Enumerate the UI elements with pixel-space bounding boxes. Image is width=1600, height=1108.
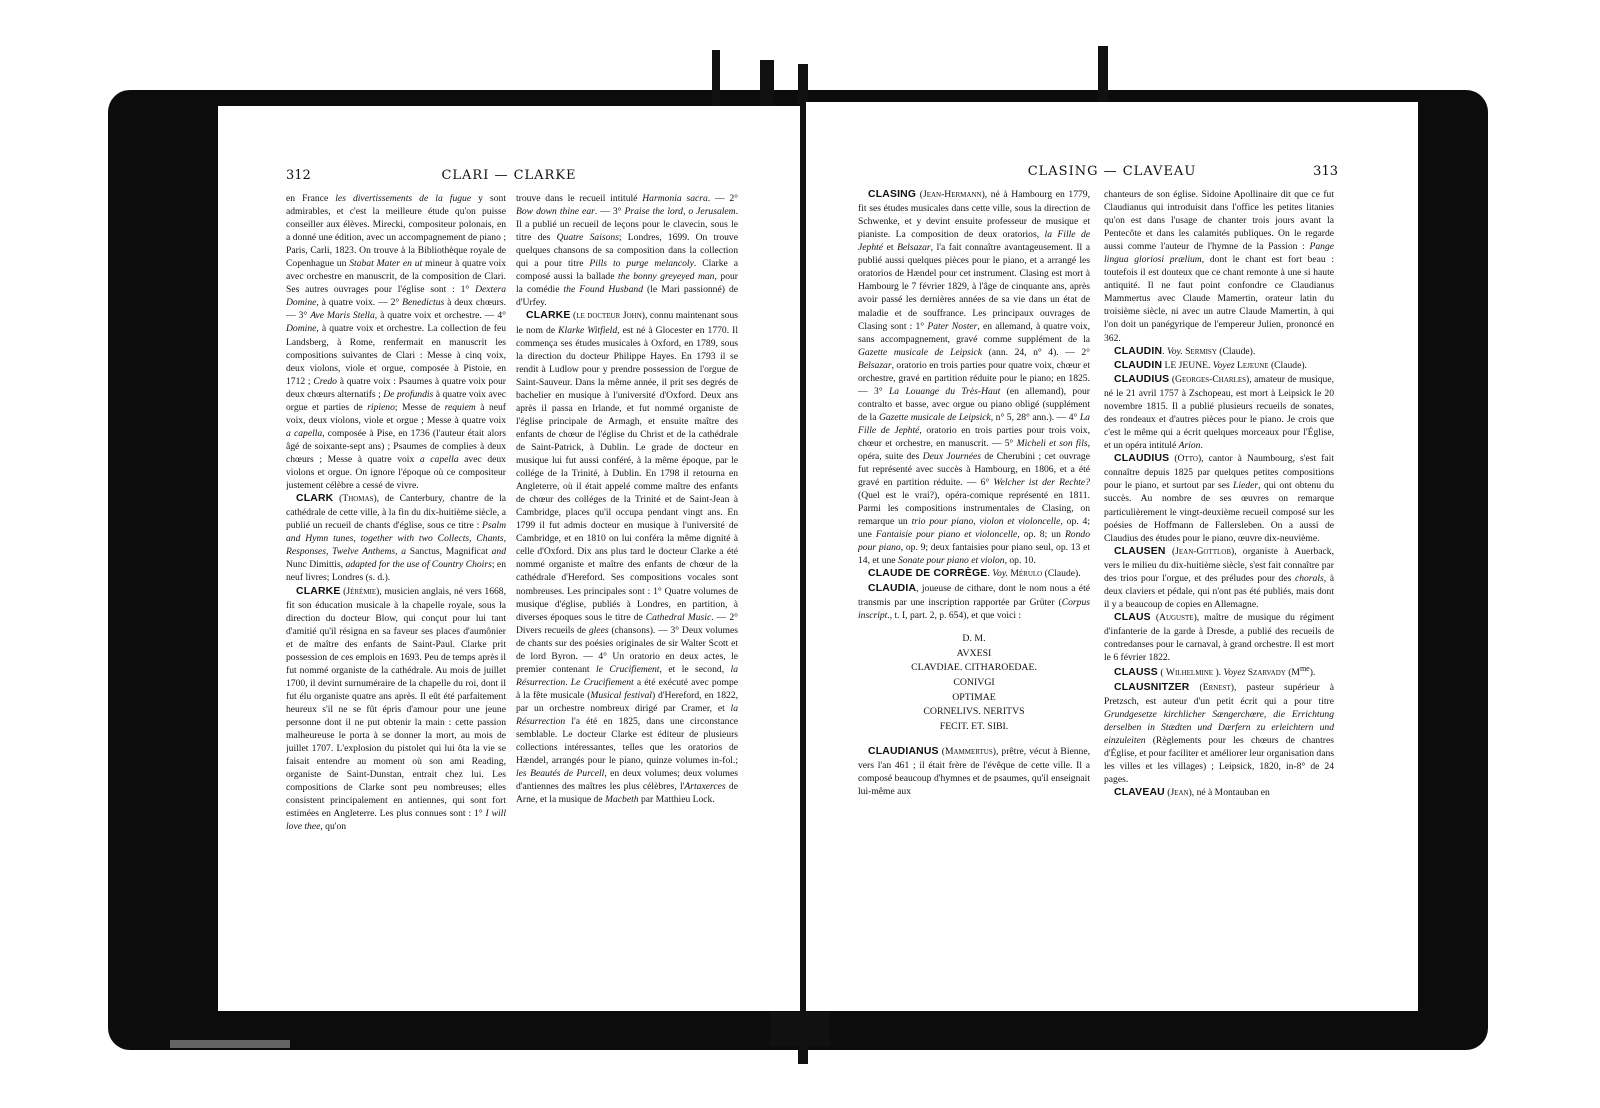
inscription [858,632,1090,735]
left-page-column-1 [286,192,506,1004]
dictionary-entry: CLAUDIN. Voy. Sermisy (Claude). [1114,345,1256,357]
scan-artifact [760,60,774,108]
left-page-column-2 [516,192,738,1004]
page-number: 313 [1313,164,1338,179]
scan-artifact [1098,46,1108,106]
scan-artifact [170,1040,290,1048]
right-page [806,102,1418,1011]
inscription-line: CLAVDIAE. CITHAROEDAE. [911,662,1037,674]
left-page [218,106,800,1011]
running-head: CLARI — CLARKE [441,168,577,183]
dictionary-entry: CLAUDIANUS (Mammertus), prêtre, vécut à Bienne, vers l'an 461 ; il était frère de l'évêque de cette ville. Il a composé beaucoup d'hymnes et de psaumes, qu'il enseignait lui-même aux [858,745,1090,797]
dictionary-entry: CLAVEAU (Jean), né à Montauban en [1114,787,1270,799]
page-number: 312 [286,168,311,183]
dictionary-entry: CLAUDIUS (Georges-Charles), amateur de musique, né le 21 avril 1757 à Zschopeau, est mort à Leipsick le 20 novembre 1815. Il a publié plusieurs recueils de sonates, des rondeaux et d'autres pièces pour le piano. Je crois que c'est le même qui a écrit quelques morceaux pour l'Église, et un opéra intitulé Arion. [1104,373,1334,452]
entry-continuation: trouve dans le recueil intitulé Harmonia sacra. — 2° Bow down thine ear. — 3° Praise the lord, o Jerusalem. Il a publié un recueil de leçons pour le clavecin, sous le titre des Quatre Saisons; Londres, 1699. On trouve quelques chansons de sa composition dans la collection qui a pour titre Pills to purge melancoly. Clarke a composé aussi la ballade the bonny greyeyed man, pour la comédie the Found Husband (le Mari passionné) de d'Urfey. [516,193,738,309]
dictionary-entry: CLAUDIA, joueuse de cithare, dont le nom nous a été transmis par une inscription rapportée par Grüter (Corpus inscript., t. I, part. 2, p. 654), et que voici : [858,582,1090,621]
dictionary-entry: CLAUDIN LE JEUNE. Voyez Lejeune (Claude). [1114,359,1307,371]
entry-continuation: chanteurs de son église. Sidoine Apollinaire dit que ce fut Claudianus qui introduisit dans l'office les petites litanies qu'on est dans l'usage de chanter trois jours avant la Pentecôte et dans les calamités publiques. On le regarde aussi comme l'auteur de l'hymne de la Passion : Pange lingua gloriosi prælium, dont le chant est fort beau : toutefois il est douteux que ce chant remonte à une si haute antiquité. Il ne faut point confondre ce Claudianus Mammertus avec Claude Mamertin, orateur latin du troisième siècle, ni avec un autre Claude Mamertin, à qui l'on doit un panégyrique de l'empereur Julien, prononcé en 362. [1104,189,1334,344]
inscription-line: FECIT. ET. SIBI. [939,720,1009,732]
dictionary-entry: CLAUSS ( Wilhelmine ). Voyez Szarvady $(M^{me})$. [1114,664,1316,679]
inscription-line: AVXESI [956,647,992,659]
dictionary-entry: CLASING (Jean-Hermann), né à Hambourg en 1779, fit ses études musicales dans cette ville, sous la direction de Schwenke, et y devint ensuite professeur de musique et pianiste. La composition de deux oratorios, la Fille de Jephté et Belsazar, l'a fait connaître avantageusement. Il a publié aussi quelques pièces pour le piano, et a arrangé les oratorios de Hændel pour cet instrument. Clasing est mort à Hambourg le 7 février 1829, à l'âge de cinquante ans, après avoir passé les dernières années de sa vie dans un état de maladie et de souffrance. Les principaux ouvrages de Clasing sont : 1° Pater Noster, en allemand, à quatre voix, sans accompagnement, gravé comme supplément de la Gazette musicale de Leipsick (ann. 24, n° 4). — 2° Belsazar, oratorio en trois parties pour quatre voix, chœur et orchestre, gravé en partition réduite pour le piano; en 1825. — 3° La Louange du Très-Haut (en allemand), pour contralto et basse, avec orgue ou piano obligé (supplément de la Gazette musicale de Leipsick, n° 5, 28° ann.). — 4° La Fille de Jephté, oratorio en trois parties pour trois voix, chœur et orchestre, en manuscrit. — 5° Micheli et son fils, opéra, suite des Deux Journées de Cherubini ; cet ouvrage fut représenté avec succès à Hambourg, en 1806, et a été gravé en partition réduite. — 6° Welcher ist der Rechte? (Quel est le vrai?), opéra-comique représenté en 1811. Parmi les compositions instrumentales de Clasing, on remarque un trio pour piano, violon et violoncelle, op. 4; une Fantaisie pour piano et violoncelle, op. 8; un Rondo pour piano, op. 9; deux fantaisies pour piano seul, op. 13 et 14, et une Sonate pour piano et violon, op. 10. [858,189,1090,567]
dictionary-entry: CLARKE (le docteur John), connu maintenant sous le nom de Klarke Witfield, est né à Glocester en 1770. Il commença ses études musicales à Oxford, en 1789, sous la direction du docteur Philippe Hayes. En 1793 il se rendit à Ludlow pour y prendre possession de l'orgue de Saint-Sauveur. Dans la même année, il prit ses degrés de bachelier en musique à l'université d'Oxford. Deux ans après il passa en Irlande, et fut nommé organiste de l'église principale de Armagh, et ensuite maître des enfants de chœur de l'église du Christ et de la cathédrale de Saint-Patrick, à Dublin. Le grade de docteur en musique lui fut aussi conféré, à la même époque, par le collége de la Trinité, à Dublin. En 1798 il retourna en Angleterre, où il était appelé comme maître des enfants de chœur des colléges de la Trinité et de Saint-Jean à Cambridge, places qu'il occupa pendant vingt ans. En 1799 il fut admis docteur en musique à l'université de Cambridge, et en 1810 on lui conféra la même dignité à celle d'Oxford. Dix ans plus tard le docteur Clarke a été nommé organiste et maître des enfants de chœur de la cathédrale d'Hereford. Ses compositions vocales sont nombreuses. Les principales sont : 1° Quatre volumes de musique d'église, publiés à Londres, en partition, à diverses époques sous le titre de Cathedral Music. — 2° Divers recueils de glees (chansons). — 3° Deux volumes de chants sur des poésies originales de sir Walter Scott et de lord Byron. — 4° Un oratorio en deux actes, le premier contenant le Crucifiement, et le second, la Résurrection. Le Crucifiement a été exécuté avec pompe à la fête musicale (Musical festival) d'Hereford, en 1822, par un orchestre nombreux dirigé par Cramer, et la Résurrection l'a été en 1825, dans une circonstance semblable. Le docteur Clarke est éditeur de plusieurs collections intéressantes, telles que les oratorios de Hændel, arrangés pour le piano, quinze volumes in-fol.; les Beautés de Purcell, en deux volumes; deux volumes d'antiennes des maîtres les plus célèbres, l'Artaxerces de Arne, et la musique de Macbeth par Matthieu Lock. [516,310,738,806]
right-page-column-1 [858,188,1090,1000]
scan-artifact [770,1012,830,1046]
dictionary-entry: CLAUSNITZER (Ernest), pasteur supérieur à Pretzsch, est auteur d'un petit écrit qui a pour titre Grundgesetze kirchlicher Sængerchœre, die Errichtung derselben in Stædten und Dærfern zu erleichtern und einzuleiten (Règlements pour les chœurs de chantres d'Église, et pour faciliter et améliorer leur organisation dans les villes et les villages) ; Leipsick, 1820, in-8° de 24 pages. [1104,681,1334,785]
running-head: CLASING — CLAVEAU [1027,164,1197,179]
dictionary-entry: CLAUDIUS (Otto), cantor à Naumbourg, s'est fait connaître depuis 1825 par quelques petites compositions pour le piano, et surtout par ses Lieder, qui ont obtenu du succès. Au nombre de ses œuvres on remarque particulièrement le vingt-deuxième recueil composé sur les poésies de Hoffmann de Fallersleben. On a aussi de Claudius des études pour le piano, œuvre dix-neuvième. [1104,453,1334,544]
right-page-header [806,164,1418,184]
inscription-line: OPTIMAE [952,691,996,703]
dictionary-entry: CLARK (Thomas), de Canterbury, chantre de la cathédrale de cette ville, à la fin du dix-huitième siècle, a publié un recueil de chants d'église, sous ce titre : Psalm and Hymn tunes, together with two Collects, Chants, Responses, Twelve Anthems, a Sanctus, Magnificat and Nunc Dimittis, adapted for the use of Country Choirs; en neuf livres; Londres (s. d.). [286,493,506,584]
entry-continuation: en France les divertissements de la fugue y sont admirables, et c'est la meilleure étude qu'on puisse conseiller aux élèves. Mirecki, compositeur polonais, en a donné une édition, avec un accompagnement de piano ; Paris, Carli, 1823. On trouve à la Bibliothèque royale de Copenhague un Stabat Mater en ut mineur à quatre voix avec orchestre en manuscrit, de la composition de Clari. Ses autres ouvrages pour l'église sont : 1° Dextera Domine, à quatre voix. — 2° Benedictus à deux chœurs. — 3° Ave Maris Stella, à quatre voix et orchestre. — 4° Domine, à quatre voix et orchestre. La collection de feu Landsberg, à Rome, renfermait en manuscrit les compositions suivantes de Clari : Messe à cinq voix, deux violons, viole et orgue, composée à Pistoie, en 1712 ; Credo à quatre voix : Psaumes à quatre voix pour deux chœurs alternatifs ; De profundis à quatre voix avec orgue et parties de ripieno; Messe de requiem à neuf voix, deux violons, viole et orgue ; Messe à quatre voix a capella, composée à Pise, en 1736 (l'auteur était alors âgé de soixante-sept ans) ; Psaumes de complies à deux chœurs ; Messe à quatre voix a capella avec deux violons et orgue. On ignore l'époque où ce compositeur justement célèbre a cessé de vivre. [286,193,506,492]
dictionary-entry: CLAUDE DE CORRÈGE. Voy. Mérulo (Claude). [868,568,1081,580]
inscription-line: CORNELIVS. NERITVS [923,706,1025,718]
right-page-column-2 [1104,188,1334,1000]
dictionary-entry: CLAUS (Auguste), maître de musique du régiment d'infanterie de la garde à Dresde, a publié des recueils de contredanses pour le carnaval, à grand orchestre. Il est mort le 6 février 1822. [1104,611,1334,664]
left-page-header [218,168,800,188]
dictionary-entry: CLAUSEN (Jean-Gottlob), organiste à Auerback, vers le milieu du dix-huitième siècle, s'est fait connaître par des trios pour l'orgue, et des préludes pour des chorals, à deux claviers et pédale, qui n'ont pas été publiés, mais dont il y a beaucoup de copies en Allemagne. [1104,545,1334,610]
scan-artifact [712,50,720,110]
inscription-line: CONIVGI [953,676,995,688]
dictionary-entry: CLARKE (Jérémie), musicien anglais, né vers 1668, fit son éducation musicale à la chapelle royale, sous la direction du docteur Blow, qui conçut pour lui tant d'amitié qu'il résigna en sa faveur ses places d'aumônier et de maître des enfants de Saint-Paul. Clarke prit possession de ces emplois en 1693. Peu de temps après il fut nommé organiste de la cathédrale. Au mois de juillet 1700, il devint surnuméraire de la chapelle du roi, dont il fut élu organiste quatre ans après. Il eût été parfaitement heureux s'il ne se fût épris d'amour pour une jeune personne dont il ne put obtenir la main : cette passion malheureuse le porta à se donner la mort, au mois de juillet 1707. L'explosion du pistolet qui lui ôta la vie se faisait entendre au moment où son ami Reading, organiste de Saint-Dunstan, entrait chez lui. Les compositions de Clarke sont peu nombreuses; elles consistent principalement en antiennes, qui sont fort estimées en Angleterre. Les plus connues sont : 1° I will love thee, qu'on [286,585,506,833]
inscription-line: D. M. [962,632,986,644]
